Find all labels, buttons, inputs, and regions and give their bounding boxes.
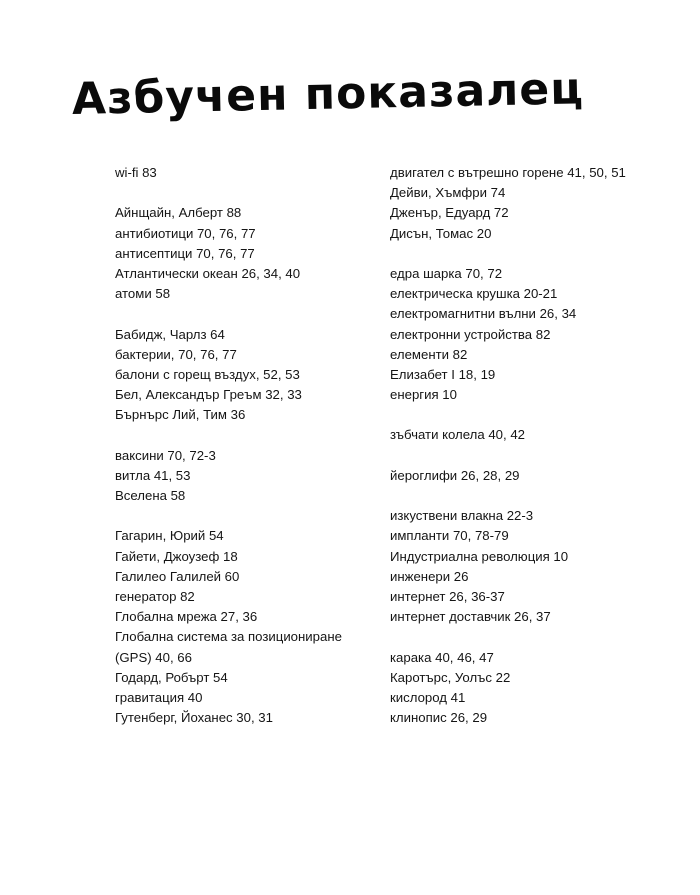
index-entry: карака 40, 46, 47 [390, 649, 494, 665]
index-entry: Атлантически океан 26, 34, 40 [115, 265, 301, 281]
index-entry: изкуствени влакна 22-3 [390, 508, 534, 524]
index-entry: Елизабет I 18, 19 [390, 366, 496, 382]
index-entry: Глобална мрежа 27, 36 [115, 609, 258, 625]
index-entry: ваксини 70, 72-3 [115, 447, 216, 463]
index-entry: антисептици 70, 76, 77 [115, 245, 255, 261]
index-column-right [390, 163, 680, 728]
index-entry: (GPS) 40, 66 [115, 649, 192, 665]
index-entry: Бърнърс Лий, Тим 36 [115, 407, 246, 423]
group-spacer [390, 486, 680, 506]
index-entry: Бел, Александър Греъм 32, 33 [115, 387, 302, 403]
index-entry: йероглифи 26, 28, 29 [390, 467, 520, 483]
index-entry: интернет доставчик 26, 37 [390, 609, 551, 625]
index-entry: инженери 26 [390, 568, 469, 584]
index-entry: Бабидж, Чарлз 64 [115, 326, 225, 342]
index-entry: Дисън, Томас 20 [390, 225, 492, 241]
index-entry: Годард, Робърт 54 [115, 669, 228, 685]
index-entry: Дейви, Хъмфри 74 [390, 185, 506, 201]
index-entry: Гутенберг, Йоханес 30, 31 [115, 710, 273, 726]
index-entry: електронни устройства 82 [390, 326, 551, 342]
index-entry: Гайети, Джоузеф 18 [115, 548, 238, 564]
group-spacer [390, 405, 680, 425]
group-spacer [390, 627, 680, 647]
index-entry: елементи 82 [390, 346, 468, 362]
group-spacer [115, 304, 380, 324]
group-spacer [390, 244, 680, 264]
index-entry: електрическа крушка 20-21 [390, 286, 558, 302]
group-spacer [115, 425, 380, 445]
index-entry: Индустриална революция 10 [390, 548, 569, 564]
index-entry: Глобална система за позициониране [115, 629, 342, 645]
index-entry: Вселена 58 [115, 488, 186, 503]
index-entry: зъбчати колела 40, 42 [390, 427, 526, 443]
index-entry: Айнщайн, Алберт 88 [115, 205, 242, 221]
index-entry: Дженър, Едуард 72 [390, 205, 509, 221]
index-entry: кислород 41 [390, 689, 466, 705]
index-entry: импланти 70, 78-79 [390, 528, 509, 544]
index-entry: Каротърс, Уолъс 22 [390, 669, 511, 685]
index-entry: едра шарка 70, 72 [390, 265, 503, 281]
index-entry: генератор 82 [115, 588, 195, 604]
index-entry: витла 41, 53 [115, 467, 191, 483]
index-entry: двигател с вътрешно горене 41, 50, 51 [390, 165, 626, 180]
index-entry: гравитация 40 [115, 689, 203, 705]
page-title: Азбучен показалец [71, 63, 585, 125]
group-spacer [115, 506, 380, 526]
index-entry: Галилео Галилей 60 [115, 568, 240, 584]
index-entry: атоми 58 [115, 286, 171, 302]
index-entry: антибиотици 70, 76, 77 [115, 225, 256, 241]
index-column-left [115, 163, 380, 728]
group-spacer [115, 183, 380, 203]
index-entry: енергия 10 [390, 387, 457, 403]
index-entry: електромагнитни вълни 26, 34 [390, 306, 577, 322]
index-entry: бактерии, 70, 76, 77 [115, 346, 237, 362]
index-entry: клинопис 26, 29 [390, 710, 488, 726]
index-entry: wi-fi 83 [115, 165, 157, 180]
index-entry: балони с горещ въздух, 52, 53 [115, 366, 300, 382]
group-spacer [390, 446, 680, 466]
index-entry: Гагарин, Юрий 54 [115, 528, 224, 544]
index-entry: интернет 26, 36-37 [390, 588, 505, 604]
